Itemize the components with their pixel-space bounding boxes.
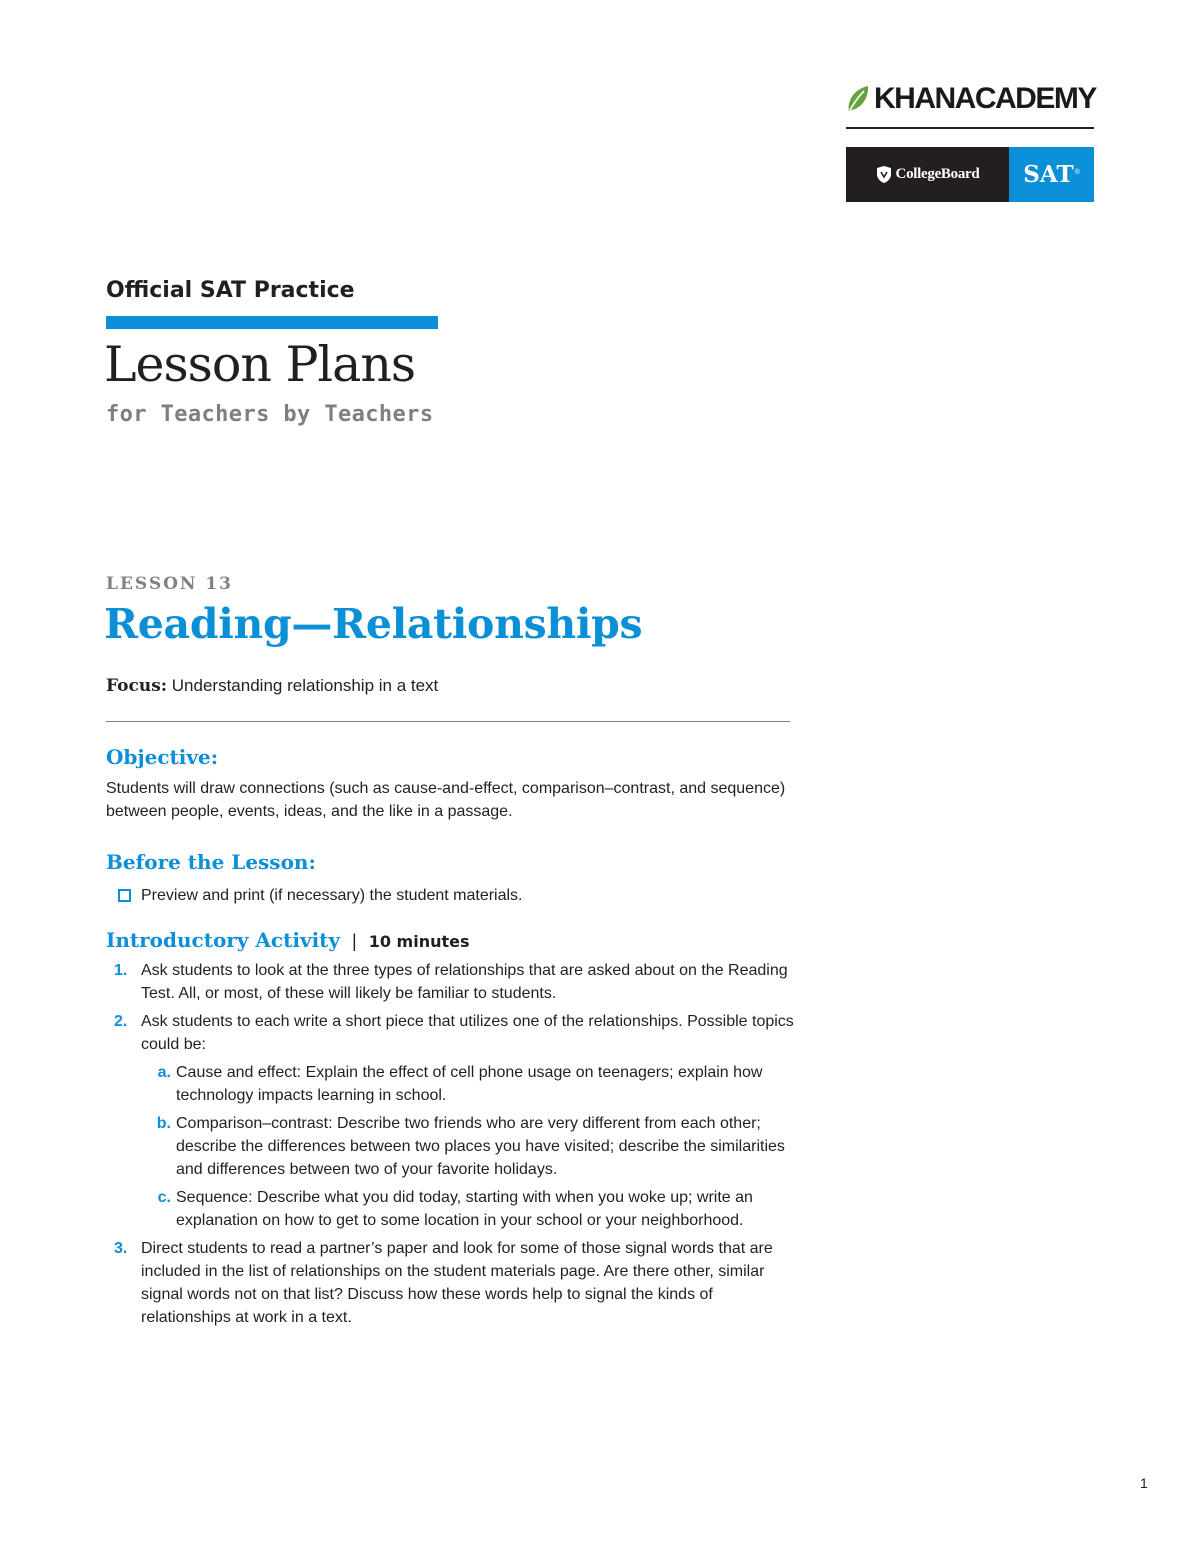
focus-text: Understanding relationship in a text [171,676,439,695]
sub-item-text: Comparison–contrast: Describe two friends who are very different from each other; describe the differences between two places you have visited; describe the similarities and differences between two of your favorite holidays. [176,1115,785,1178]
collegeboard-wordmark: CollegeBoard [895,166,980,182]
sub-list-item [141,1186,794,1232]
lesson-title: Reading—Relationships [104,600,643,648]
title-accent-bar [106,316,438,329]
khan-academy-logo [846,82,1096,116]
sat-wordmark: SAT [1023,161,1074,188]
objective-text: Students will draw connections (such as cause-and-effect, comparison–contrast, and sequence) between people, events, ideas, and the like in a passage. [106,780,786,820]
khan-academy-wordmark: KHANACADEMY [874,82,1096,115]
list-item [114,1010,794,1056]
step-number: 3. [114,1240,128,1257]
registered-mark: ® [1074,169,1080,176]
list-item [114,959,794,1005]
lesson-number: LESSON 13 [106,574,234,594]
sub-item-text: Cause and effect: Explain the effect of cell phone usage on teenagers; explain how technology impacts learning in school. [176,1064,763,1104]
introductory-activity-heading: Introductory Activity [106,928,341,952]
collegeboard-logo [846,147,1009,202]
step-number: 2. [114,1013,128,1030]
sub-item-text: Sequence: Describe what you did today, starting with when you woke up; write an explanation on how to get to some location in your school or your neighborhood. [176,1189,753,1229]
shield-icon [876,165,892,184]
collegeboard-sat-banner [846,147,1094,202]
heading-separator: | [352,931,357,951]
sat-logo [1009,147,1094,202]
step-text: Direct students to read a partner’s paper and look for some of those signal words that are included in the list of relationships on the student materials page. Are there other, similar signal words not on that list? Discuss how these words help to signal the kinds of relationships at work in a text. [141,1240,773,1326]
list-item [114,1237,794,1329]
sub-item-letter: a. [157,1064,171,1081]
sub-list [141,1061,794,1232]
page-number: 1 [1140,1475,1148,1491]
focus-label: Focus: [106,676,168,696]
eyebrow-title: Official SAT Practice [106,278,355,303]
section-divider [106,721,790,722]
before-lesson-heading: Before the Lesson: [106,850,316,874]
step-text: Ask students to look at the three types of relationships that are asked about on the Reading Test. All, or most, of these will likely be familiar to students. [141,962,788,1002]
sub-list-item [141,1112,794,1181]
step-number: 1. [114,962,128,979]
leaf-icon [846,84,870,114]
step-text: Ask students to each write a short piece that utilizes one of the relationships. Possible topics could be: [141,1013,794,1053]
objective-heading: Objective: [106,745,219,769]
sub-list-item [141,1061,794,1107]
page-title: Lesson Plans [104,336,416,393]
introductory-activity-header [106,928,470,952]
checkbox-icon [118,889,131,902]
lesson-focus [106,676,438,696]
logo-divider [846,127,1094,129]
activity-duration: 10 minutes [368,932,470,951]
page-subtitle: for Teachers by Teachers [106,402,434,427]
activity-steps-list [114,959,794,1334]
checklist-item [118,884,523,907]
sub-item-letter: b. [156,1115,171,1132]
sub-item-letter: c. [157,1189,171,1206]
checklist-item-text: Preview and print (if necessary) the student materials. [141,887,523,904]
